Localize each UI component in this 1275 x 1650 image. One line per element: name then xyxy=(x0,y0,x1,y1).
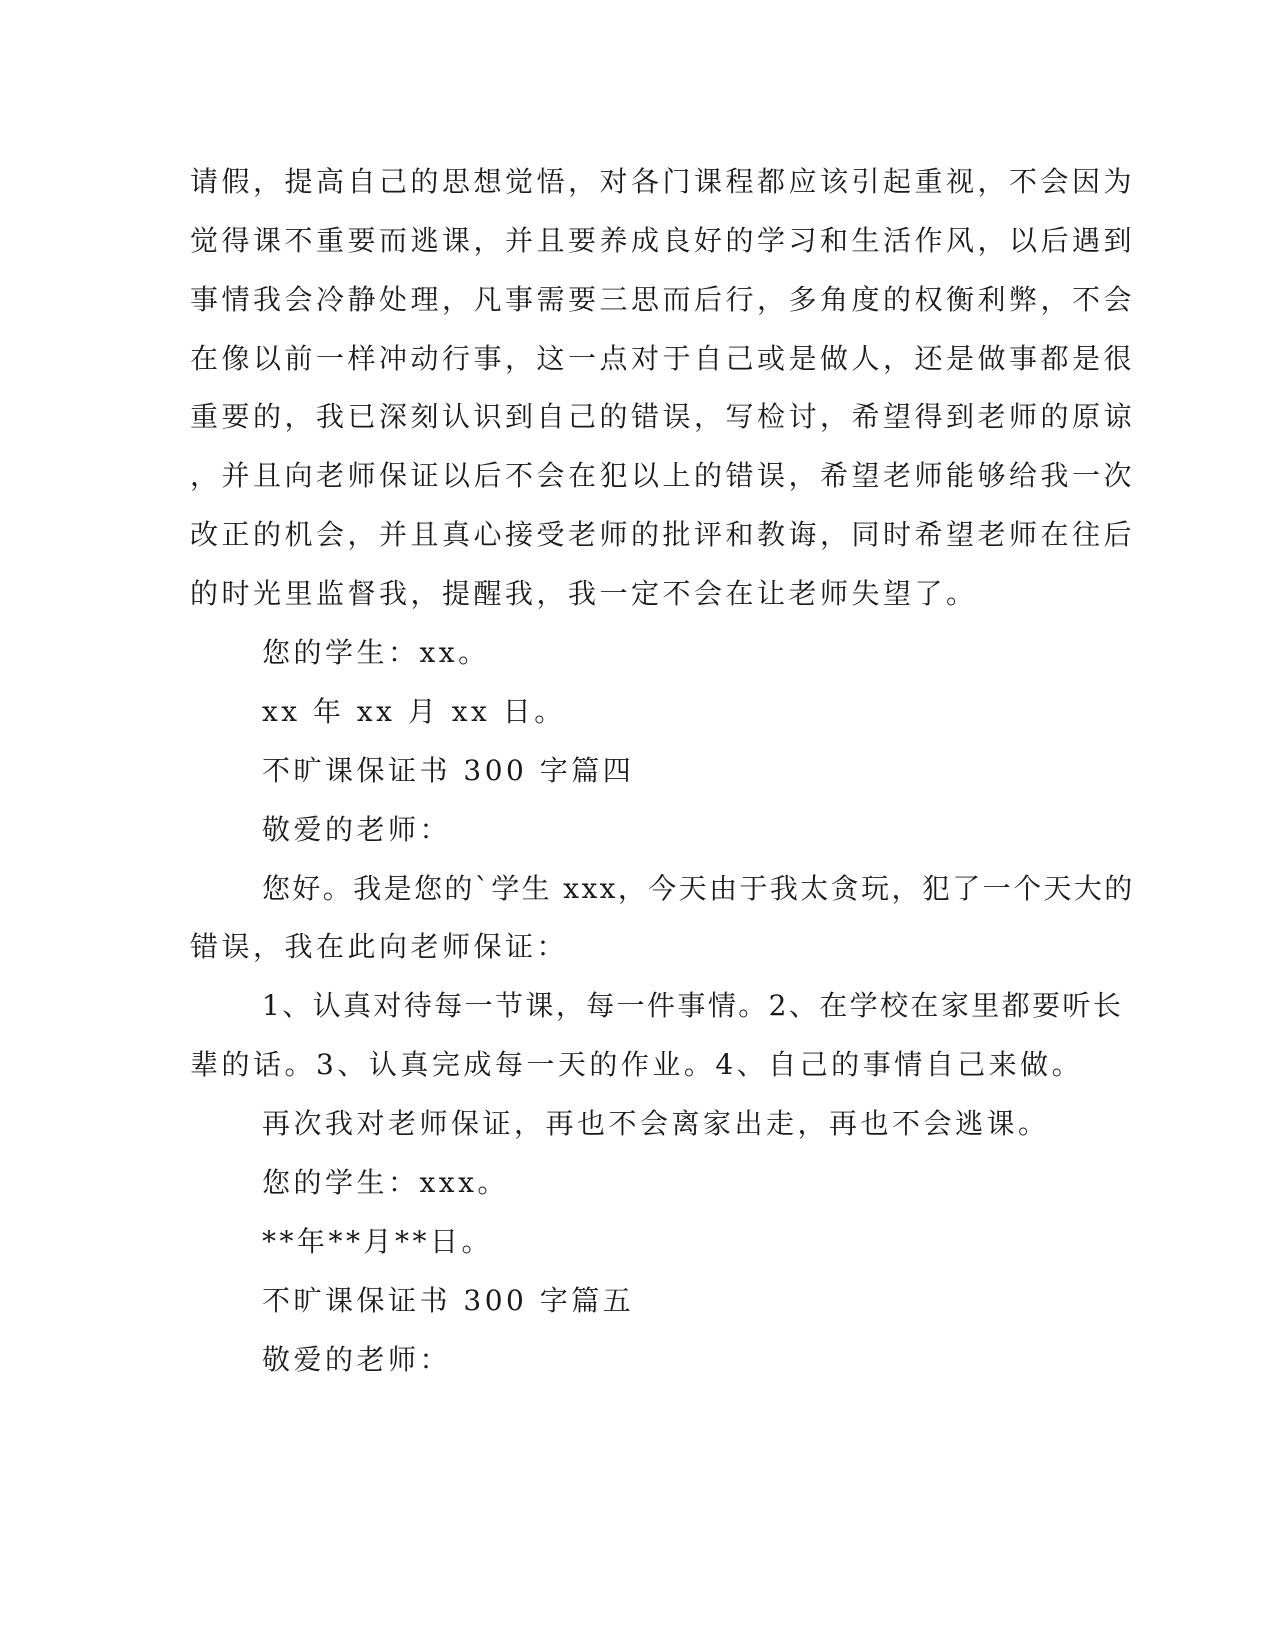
body-text-line: ，并且向老师保证以后不会在犯以上的错误，希望老师能够给我一次 xyxy=(190,459,1136,492)
salutation: 敬爱的老师： xyxy=(262,813,452,846)
salutation: 敬爱的老师： xyxy=(262,1343,452,1376)
signature-student: 您的学生：xxx。 xyxy=(262,1166,509,1199)
section-heading: 不旷课保证书 300 字篇五 xyxy=(262,1284,635,1317)
body-text-line: 改正的机会，并且真心接受老师的批评和教诲，同时希望老师在往后 xyxy=(190,518,1136,551)
signature-date: xx 年 xx 月 xx 日。 xyxy=(262,695,566,728)
signature-student: 您的学生：xx。 xyxy=(262,636,490,669)
section-heading: 不旷课保证书 300 字篇四 xyxy=(262,754,635,787)
signature-date: **年**月**日。 xyxy=(262,1225,494,1258)
body-text-line: 请假，提高自己的思想觉悟，对各门课程都应该引起重视，不会因为 xyxy=(190,165,1136,198)
body-text-line: 1、认真对待每一节课，每一件事情。2、在学校在家里都要听长 xyxy=(262,989,1124,1022)
body-text-line: 在像以前一样冲动行事，这一点对于自己或是做人，还是做事都是很 xyxy=(190,342,1136,375)
body-text-line: 辈的话。3、认真完成每一天的作业。4、自己的事情自己来做。 xyxy=(190,1048,1084,1081)
body-text-line: 事情我会冷静处理，凡事需要三思而后行，多角度的权衡利弊，不会 xyxy=(190,283,1136,316)
body-text-line: 再次我对老师保证，再也不会离家出走，再也不会逃课。 xyxy=(262,1107,1050,1140)
body-text-line: 错误，我在此向老师保证： xyxy=(190,930,569,963)
body-text-line: 您好。我是您的`学生 xxx，今天由于我太贪玩，犯了一个天大的 xyxy=(262,872,1135,905)
body-text-line: 的时光里监督我，提醒我，我一定不会在让老师失望了。 xyxy=(190,577,978,610)
body-text-line: 觉得课不重要而逃课，并且要养成良好的学习和生活作风，以后遇到 xyxy=(190,224,1136,257)
body-text-line: 重要的，我已深刻认识到自己的错误，写检讨，希望得到老师的原谅 xyxy=(190,400,1136,433)
